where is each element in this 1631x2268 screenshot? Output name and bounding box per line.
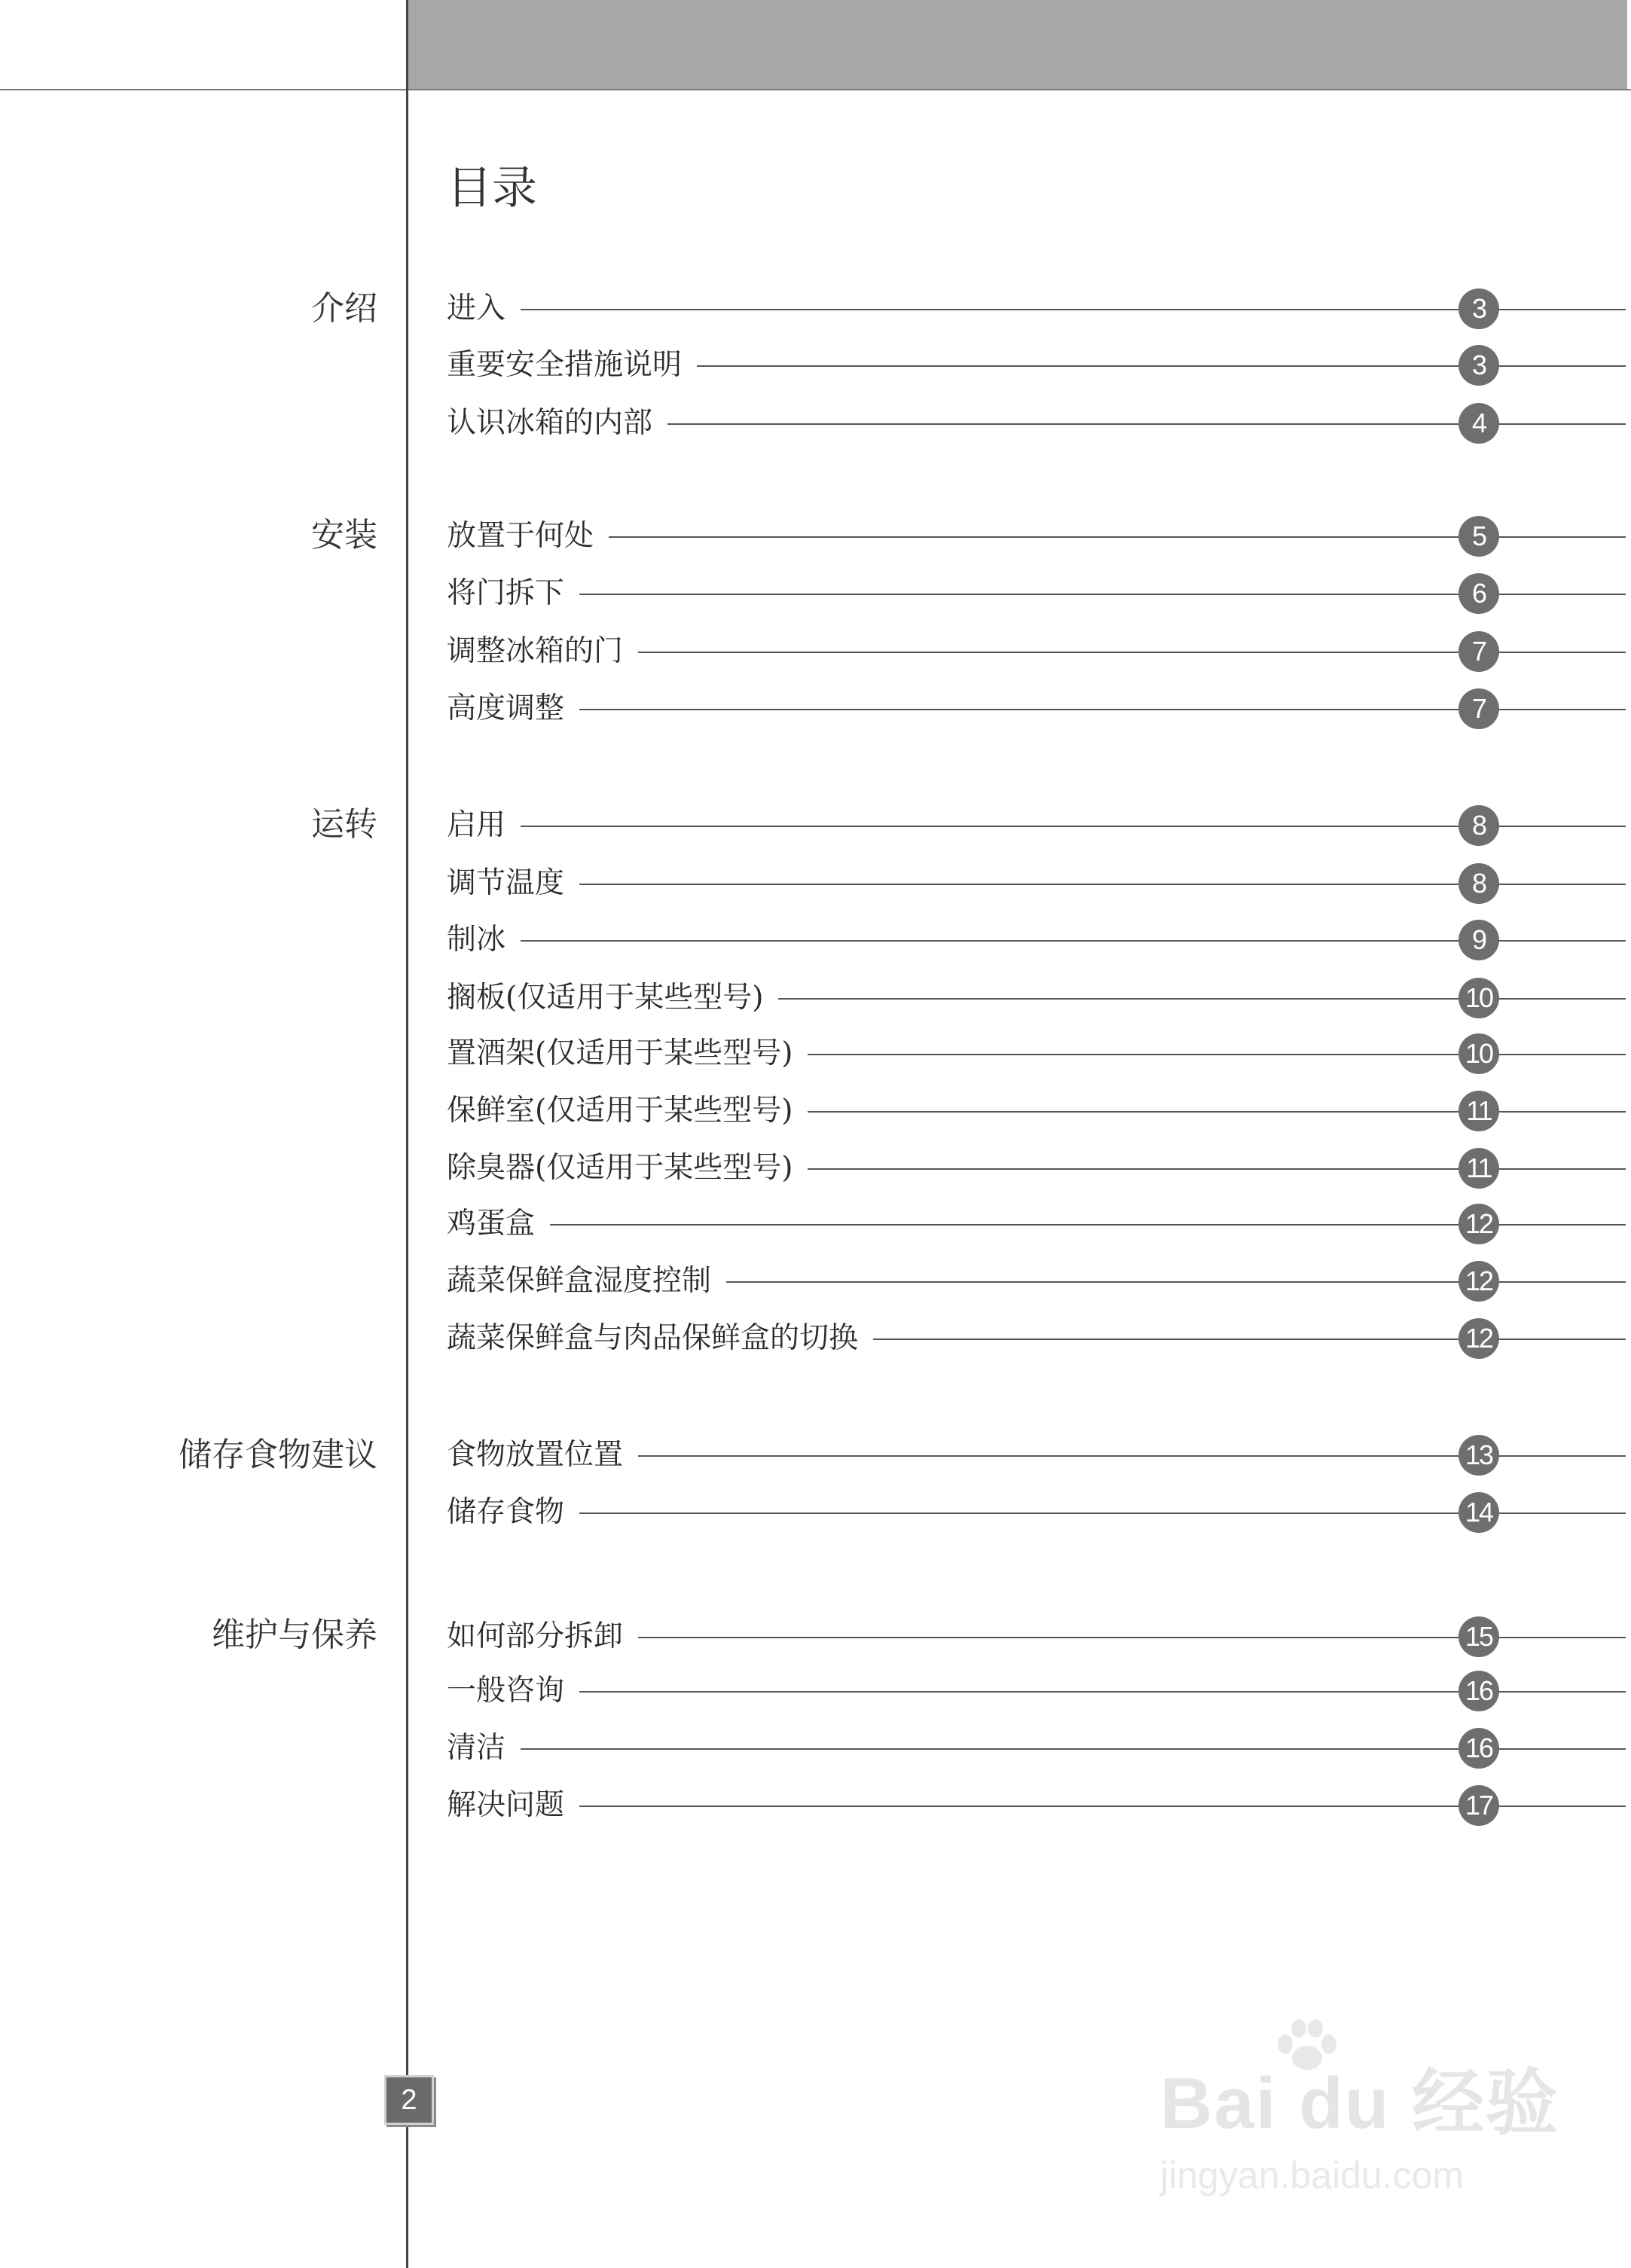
page-number-badge: 16 <box>1458 1728 1499 1769</box>
section-label: 安装 <box>311 516 377 554</box>
leader-line <box>447 1513 1626 1514</box>
leader-line <box>447 709 1626 710</box>
toc-entry-title: 认识冰箱的内部 <box>447 397 667 450</box>
toc-entry-title: 放置于何处 <box>447 510 609 563</box>
toc-entry-title: 鸡蛋盒 <box>447 1198 550 1250</box>
leader-line <box>447 594 1626 595</box>
toc-entry <box>447 972 1626 1024</box>
toc-entry <box>447 1255 1626 1308</box>
section-label: 储存食物建议 <box>179 1436 377 1474</box>
section-label: 运转 <box>311 805 377 844</box>
toc-entry <box>447 282 1626 335</box>
toc-entry-title: 将门拆下 <box>447 567 579 620</box>
page-number-badge: 10 <box>1458 1033 1499 1074</box>
toc-entry-title: 清洁 <box>447 1722 521 1775</box>
toc-entry <box>447 1722 1626 1775</box>
leader-line <box>447 1806 1626 1807</box>
page-number-badge: 8 <box>1458 805 1499 846</box>
toc-entry-title: 储存食物 <box>447 1486 579 1539</box>
toc-entry <box>447 1142 1626 1195</box>
toc-entry-title: 保鲜室(仅适用于某些型号) <box>447 1085 808 1137</box>
page-number-badge: 7 <box>1458 688 1499 729</box>
watermark-url: jingyan.baidu.com <box>1160 2154 1465 2196</box>
section-label: 介绍 <box>311 289 377 328</box>
page-number-badge: 17 <box>1458 1785 1499 1826</box>
leader-line <box>447 884 1626 885</box>
toc-entry <box>447 1198 1626 1250</box>
page-number-badge: 9 <box>1458 920 1499 960</box>
watermark-brand: Bai du 经验 <box>1160 2063 1560 2144</box>
toc-entry <box>447 567 1626 620</box>
toc-entry-title: 重要安全措施说明 <box>447 339 697 392</box>
toc-entry-title: 除臭器(仅适用于某些型号) <box>447 1142 808 1195</box>
toc-entry <box>447 339 1626 392</box>
toc-entry-title: 搁板(仅适用于某些型号) <box>447 972 778 1024</box>
page-number: 2 <box>384 2075 434 2125</box>
leader-line <box>447 1224 1626 1226</box>
toc-entry-title: 解决问题 <box>447 1779 579 1832</box>
toc-entry-title: 蔬菜保鲜盒湿度控制 <box>447 1255 726 1308</box>
toc-entry <box>447 914 1626 966</box>
toc-entry-title: 一般咨询 <box>447 1665 579 1717</box>
page-number-badge: 6 <box>1458 573 1499 614</box>
toc-entry <box>447 1312 1626 1365</box>
toc-entry <box>447 625 1626 678</box>
leader-line <box>447 536 1626 538</box>
section-label: 维护与保养 <box>212 1616 377 1654</box>
leader-line <box>447 1691 1626 1693</box>
toc-entry-title: 蔬菜保鲜盒与肉品保鲜盒的切换 <box>447 1312 873 1365</box>
leader-line <box>447 309 1626 310</box>
toc-entry-title: 调节温度 <box>447 857 579 910</box>
toc-entry <box>447 799 1626 852</box>
toc-entry-title: 高度调整 <box>447 682 579 735</box>
page-number-badge: 14 <box>1458 1492 1499 1533</box>
toc-entry <box>447 1610 1626 1663</box>
page-number-badge: 11 <box>1458 1148 1499 1189</box>
toc-entry-title: 启用 <box>447 799 521 852</box>
page-number-badge: 15 <box>1458 1616 1499 1657</box>
toc-entry-title: 如何部分拆卸 <box>447 1610 638 1663</box>
page-title: 目录 <box>447 162 537 215</box>
toc-entry <box>447 510 1626 563</box>
page-number-badge: 7 <box>1458 631 1499 672</box>
toc-entry <box>447 1085 1626 1137</box>
toc-entry <box>447 1486 1626 1539</box>
page-number-badge: 11 <box>1458 1091 1499 1131</box>
leader-line <box>447 826 1626 827</box>
page-number-badge: 13 <box>1458 1435 1499 1476</box>
page-number-badge: 3 <box>1458 345 1499 386</box>
toc-entry <box>447 857 1626 910</box>
page-number-badge: 3 <box>1458 288 1499 329</box>
page-number-badge: 12 <box>1458 1204 1499 1244</box>
toc-entry <box>447 682 1626 735</box>
leader-line <box>447 940 1626 942</box>
toc-entry <box>447 1665 1626 1717</box>
page-number-badge: 4 <box>1458 403 1499 444</box>
toc-entry <box>447 397 1626 450</box>
toc-entry-title: 制冰 <box>447 914 521 966</box>
page-number-badge: 16 <box>1458 1671 1499 1711</box>
page-number-badge: 12 <box>1458 1261 1499 1302</box>
page-number-badge: 5 <box>1458 516 1499 557</box>
toc-entry <box>447 1027 1626 1080</box>
toc-entry-title: 置酒架(仅适用于某些型号) <box>447 1027 808 1080</box>
page-number-badge: 12 <box>1458 1318 1499 1359</box>
page-number-badge: 10 <box>1458 978 1499 1018</box>
toc-entry <box>447 1429 1626 1482</box>
toc-entry-title: 调整冰箱的门 <box>447 625 638 678</box>
toc-entry-title: 进入 <box>447 282 521 335</box>
toc-entry-title: 食物放置位置 <box>447 1429 638 1482</box>
leader-line <box>447 1748 1626 1750</box>
page-number-badge: 8 <box>1458 863 1499 904</box>
watermark <box>1160 2019 1560 2215</box>
toc-entry <box>447 1779 1626 1832</box>
